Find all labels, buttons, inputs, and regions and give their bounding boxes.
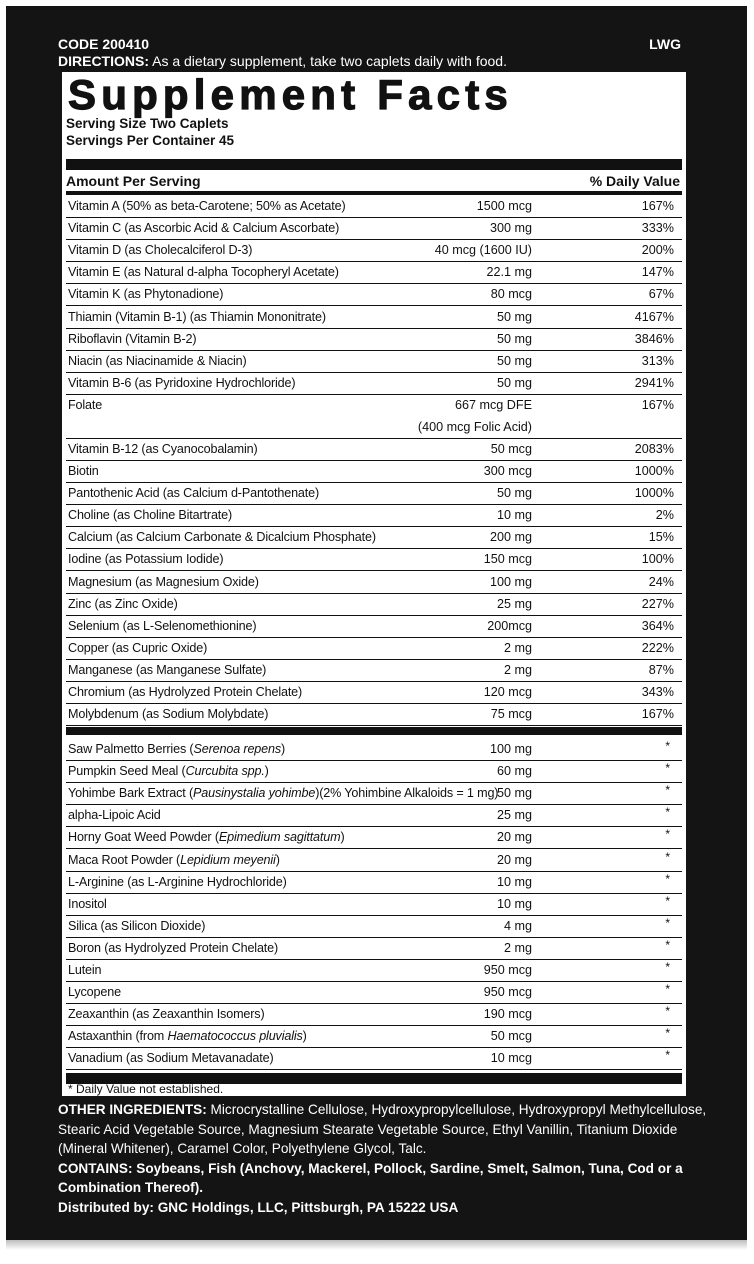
nutrient-name: Zinc (as Zinc Oxide) xyxy=(68,596,178,611)
lot-code: LWG xyxy=(649,36,681,52)
ingredient-amount: 4 mg xyxy=(504,918,532,933)
nutrient-daily-value: 1000% xyxy=(634,464,674,478)
nutrient-row xyxy=(66,395,682,439)
ingredient-daily-value: * xyxy=(665,982,670,997)
nutrient-name: Copper (as Cupric Oxide) xyxy=(68,640,208,655)
nutrient-daily-value: 167% xyxy=(641,199,674,213)
nutrient-row xyxy=(66,527,682,549)
ingredient-name-suffix: )(2% Yohimbine Alkaloids = 1 mg) xyxy=(315,786,499,801)
ingredient-daily-value: * xyxy=(665,915,670,930)
ingredient-row xyxy=(66,894,682,916)
nutrient-amount: 25 mg xyxy=(496,596,532,611)
nutrient-amount: 80 mcg xyxy=(490,287,532,302)
nutrient-row xyxy=(66,682,682,704)
nutrient-amount: 75 mcg xyxy=(490,707,532,722)
nutrient-daily-value: 87% xyxy=(648,662,674,677)
nutrient-name: Calcium (as Calcium Carbonate & Dicalcium Phosphate) xyxy=(68,530,376,545)
ingredient-daily-value: * xyxy=(665,960,670,974)
ingredient-name-text: Horny Goat Weed Powder ( xyxy=(68,830,219,845)
ingredient-daily-value: * xyxy=(665,783,670,798)
nutrient-row xyxy=(66,594,682,616)
daily-value-header: % Daily Value xyxy=(589,173,680,189)
ingredient-latin-name: Lepidium meyenii xyxy=(180,852,276,867)
nutrient-name: Manganese (as Manganese Sulfate) xyxy=(68,662,267,677)
ingredient-name xyxy=(68,805,161,826)
nutrient-name: Thiamin (Vitamin B-1) (as Thiamin Mononitrate) xyxy=(68,309,326,324)
nutrient-daily-value: 167% xyxy=(641,707,674,722)
ingredient-name-suffix: ) xyxy=(340,830,345,845)
ingredient-name xyxy=(68,894,107,915)
ingredient-amount: 10 mg xyxy=(496,874,532,889)
ingredient-amount: 10 mcg xyxy=(490,1051,532,1066)
contains-statement xyxy=(58,1159,708,1198)
nutrient-row xyxy=(66,461,682,483)
product-code: CODE 200410 xyxy=(58,36,150,52)
nutrient-row xyxy=(66,196,682,218)
ingredient-name xyxy=(68,872,287,893)
ingredient-row xyxy=(66,761,682,783)
ingredient-name-text: Maca Root Powder ( xyxy=(68,852,181,867)
nutrient-amount: 50 mg xyxy=(496,331,532,346)
nutrient-amount: 200mcg xyxy=(487,618,532,633)
nutrient-name: Vitamin E (as Natural d-alpha Tocopheryl Acetate) xyxy=(68,265,339,280)
nutrient-daily-value: 227% xyxy=(641,596,674,611)
nutrient-amount: 1500 mcg xyxy=(476,199,532,213)
distributor: Distributed by: GNC Holdings, LLC, Pittsburgh, PA 15222 USA xyxy=(58,1199,459,1215)
ingredient-daily-value: * xyxy=(665,937,670,952)
ingredient-latin-name: Curcubita spp. xyxy=(185,764,265,779)
ingredient-daily-value: * xyxy=(665,1026,670,1041)
ingredient-amount: 950 mcg xyxy=(483,963,532,977)
ingredient-daily-value: * xyxy=(665,739,670,753)
ingredient-name-text: Vanadium (as Sodium Metavanadate) xyxy=(68,1051,274,1066)
ingredient-amount: 100 mg xyxy=(489,742,532,756)
nutrient-daily-value: 2083% xyxy=(634,441,674,456)
nutrient-amount: 2 mg xyxy=(504,640,532,655)
nutrient-amount: 2 mg xyxy=(504,662,532,677)
nutrient-name: Pantothenic Acid (as Calcium d-Pantothenate) xyxy=(68,486,320,501)
thick-divider xyxy=(66,159,682,170)
nutrient-daily-value: 3846% xyxy=(634,331,674,346)
ingredients-block xyxy=(58,1100,708,1217)
nutrient-amount: 100 mg xyxy=(489,574,532,589)
ingredient-row xyxy=(66,739,682,761)
ingredient-daily-value: * xyxy=(665,871,670,886)
nutrient-name: Niacin (as Niacinamide & Niacin) xyxy=(68,353,247,368)
ingredient-name-text: alpha-Lipoic Acid xyxy=(68,808,161,823)
footnote: * Daily Value not established. xyxy=(68,1082,224,1096)
nutrient-row xyxy=(66,660,682,682)
ingredient-name xyxy=(68,916,205,937)
nutrient-row xyxy=(66,329,682,351)
nutrient-row xyxy=(66,505,682,527)
ingredient-daily-value: * xyxy=(665,1048,670,1063)
nutrient-name: Chromium (as Hydrolyzed Protein Chelate) xyxy=(68,685,303,699)
nutrient-amount: 50 mg xyxy=(496,353,532,368)
ingredient-row xyxy=(66,938,682,960)
nutrient-amount: 22.1 mg xyxy=(486,265,532,280)
nutrient-daily-value: 67% xyxy=(648,287,674,302)
nutrient-name: Vitamin B-6 (as Pyridoxine Hydrochloride) xyxy=(68,375,296,390)
directions-text: As a dietary supplement, take two caplets daily with food. xyxy=(149,53,507,69)
nutrient-amount: 667 mcg DFE xyxy=(455,397,532,412)
nutrient-row xyxy=(66,616,682,638)
ingredient-row xyxy=(66,960,682,982)
header-divider xyxy=(66,191,682,195)
nutrient-name: Vitamin C (as Ascorbic Acid & Calcium Ascorbate) xyxy=(68,221,340,236)
ingredient-name xyxy=(68,827,345,848)
nutrient-daily-value: 147% xyxy=(641,265,674,280)
nutrient-amount: 50 mg xyxy=(496,309,532,324)
nutrient-row xyxy=(66,351,682,373)
nutrient-daily-value: 4167% xyxy=(634,309,674,324)
ingredient-row xyxy=(66,1026,682,1048)
nutrient-name: Biotin xyxy=(68,464,99,478)
nutrient-amount: 40 mcg (1600 IU) xyxy=(434,243,532,258)
amount-header: Amount Per Serving xyxy=(66,173,201,189)
ingredient-amount: 190 mcg xyxy=(483,1007,532,1022)
ingredient-amount: 60 mg xyxy=(496,764,532,779)
other-ingredients-label: OTHER INGREDIENTS: xyxy=(58,1102,207,1117)
nutrient-amount: 300 mg xyxy=(489,221,532,236)
ingredient-amount: 950 mcg xyxy=(483,985,532,1000)
ingredient-name-suffix: ) xyxy=(302,1029,307,1044)
ingredient-amount: 20 mg xyxy=(496,830,532,845)
nutrient-name: Magnesium (as Magnesium Oxide) xyxy=(68,574,259,589)
nutrient-name: Molybdenum (as Sodium Molybdate) xyxy=(68,707,269,722)
nutrient-row xyxy=(66,240,682,262)
nutrient-name: Vitamin D (as Cholecalciferol D-3) xyxy=(68,243,253,258)
serving-size: Serving Size Two Caplets xyxy=(66,116,229,131)
ingredient-row xyxy=(66,827,682,849)
ingredient-name-text: Silica (as Silicon Dioxide) xyxy=(68,918,206,933)
panel-title: Supplement Facts xyxy=(68,71,513,118)
ingredient-name-text: L-Arginine (as L-Arginine Hydrochloride) xyxy=(68,874,287,889)
nutrient-name: Folate xyxy=(68,397,103,412)
nutrient-daily-value: 2% xyxy=(655,508,674,523)
other-ingredients-text: Microcrystalline Cellulose, Hydroxypropylcellulose, Hydroxypropyl Methylcellulose, Stearic Acid Vegetable Source, Magnesium Stearate Vegetable Source, Ethyl Vanillin, Titanium Dioxide (Mineral Whitener), Caramel Color, Polyethylene Glycol, Talc. xyxy=(58,1102,707,1156)
nutrient-row xyxy=(66,307,682,329)
nutrient-row xyxy=(66,549,682,571)
ingredient-name xyxy=(68,982,121,1003)
ingredient-latin-name: Pausinystalia yohimbe xyxy=(193,786,316,801)
ingredient-row xyxy=(66,872,682,894)
nutrient-amount: 50 mcg xyxy=(490,441,532,456)
ingredient-name-text: Lutein xyxy=(68,963,102,977)
nutrient-row xyxy=(66,638,682,660)
ingredient-daily-value: * xyxy=(665,849,670,864)
ingredient-amount: 2 mg xyxy=(504,940,532,955)
nutrient-amount: 150 mcg xyxy=(483,552,532,567)
nutrient-row xyxy=(66,483,682,505)
ingredient-daily-value: * xyxy=(665,893,670,908)
ingredient-row xyxy=(66,805,682,827)
ingredient-latin-name: Serenoa repens xyxy=(193,742,282,756)
nutrient-name: Vitamin K (as Phytonadione) xyxy=(68,287,224,302)
nutrient-daily-value: 24% xyxy=(648,574,674,589)
nutrient-daily-value: 2941% xyxy=(634,375,674,390)
nutrient-amount: 10 mg xyxy=(496,508,532,523)
ingredient-name xyxy=(68,850,280,871)
nutrient-row xyxy=(66,572,682,594)
ingredient-name-text: Zeaxanthin (as Zeaxanthin Isomers) xyxy=(68,1007,265,1022)
contains-text: Soybeans, Fish (Anchovy, Mackerel, Pollock, Sardine, Smelt, Salmon, Tuna, Cod or a Combination Thereof). xyxy=(58,1160,683,1195)
ingredient-row xyxy=(66,916,682,938)
ingredient-name-text: Saw Palmetto Berries ( xyxy=(68,742,194,756)
ingredient-name-suffix: ) xyxy=(281,742,286,756)
ingredient-amount: 10 mg xyxy=(496,896,532,911)
nutrient-name: Vitamin A (50% as beta-Carotene; 50% as Acetate) xyxy=(68,199,346,213)
nutrient-amount: 300 mcg xyxy=(483,464,532,478)
nutrient-daily-value: 222% xyxy=(641,640,674,655)
nutrient-name: Riboflavin (Vitamin B-2) xyxy=(68,331,197,346)
ingredient-name xyxy=(68,1026,307,1047)
ingredient-name xyxy=(68,1048,274,1069)
nutrient-name: Choline (as Choline Bitartrate) xyxy=(68,508,233,523)
supplement-facts-panel xyxy=(62,72,686,1096)
nutrient-daily-value: 313% xyxy=(641,353,674,368)
nutrient-name: Selenium (as L-Selenomethionine) xyxy=(68,618,257,633)
ingredient-name-suffix: ) xyxy=(275,852,280,867)
label-shadow xyxy=(6,1240,747,1250)
ingredient-amount: 50 mcg xyxy=(490,1029,532,1044)
nutrient-row xyxy=(66,284,682,306)
nutrient-row xyxy=(66,218,682,240)
nutrient-daily-value: 167% xyxy=(641,397,674,412)
ingredient-daily-value: * xyxy=(665,761,670,776)
ingredient-latin-name: Epimedium sagittatum xyxy=(218,830,341,845)
nutrient-daily-value: 200% xyxy=(641,243,674,258)
contains-label: CONTAINS: xyxy=(58,1160,133,1176)
nutrient-daily-value: 100% xyxy=(641,552,674,567)
ingredient-name-text: Astaxanthin (from xyxy=(68,1029,168,1044)
nutrient-daily-value: 15% xyxy=(648,530,674,545)
ingredient-daily-value: * xyxy=(665,827,670,842)
nutrient-row xyxy=(66,439,682,461)
nutrient-amount: 50 mg xyxy=(496,375,532,390)
ingredient-name-text: Inositol xyxy=(68,896,107,911)
nutrient-daily-value: 364% xyxy=(641,618,674,633)
ingredient-row xyxy=(66,783,682,805)
ingredient-daily-value: * xyxy=(665,805,670,820)
ingredient-amount: 25 mg xyxy=(496,808,532,823)
directions xyxy=(58,53,507,69)
nutrient-daily-value: 333% xyxy=(641,221,674,236)
ingredient-name xyxy=(68,938,278,959)
ingredient-name xyxy=(68,739,285,760)
nutrient-amount: 120 mcg xyxy=(483,685,532,699)
ingredient-name-text: Yohimbe Bark Extract ( xyxy=(68,786,194,801)
ingredient-name xyxy=(68,761,269,782)
ingredient-row xyxy=(66,982,682,1004)
nutrient-amount: 200 mg xyxy=(489,530,532,545)
ingredient-amount: 20 mg xyxy=(496,852,532,867)
section-divider xyxy=(66,727,682,735)
ingredient-name-text: Boron (as Hydrolyzed Protein Chelate) xyxy=(68,940,279,955)
nutrient-row xyxy=(66,704,682,726)
ingredient-name-suffix: ) xyxy=(264,764,269,779)
nutrient-name: Iodine (as Potassium Iodide) xyxy=(68,552,224,567)
ingredient-row xyxy=(66,1004,682,1026)
ingredient-latin-name: Haematococcus pluvialis xyxy=(167,1029,303,1044)
other-ingredients xyxy=(58,1100,708,1159)
nutrient-amount: 50 mg xyxy=(496,486,532,501)
ingredient-name xyxy=(68,1004,265,1025)
nutrient-daily-value: 1000% xyxy=(634,486,674,501)
servings-per-container: Servings Per Container 45 xyxy=(66,133,235,148)
nutrient-amount-detail: (400 mcg Folic Acid) xyxy=(417,419,532,434)
ingredient-name xyxy=(68,960,101,981)
ingredient-name xyxy=(68,783,498,804)
ingredient-name-text: Pumpkin Seed Meal ( xyxy=(68,764,186,779)
ingredient-row xyxy=(66,850,682,872)
nutrient-name: Vitamin B-12 (as Cyanocobalamin) xyxy=(68,441,258,456)
nutrient-row xyxy=(66,373,682,395)
supplement-label xyxy=(6,6,747,1240)
ingredient-amount: 50 mg xyxy=(496,786,532,801)
nutrient-row xyxy=(66,262,682,284)
ingredient-daily-value: * xyxy=(665,1004,670,1019)
ingredient-name-text: Lycopene xyxy=(68,985,121,1000)
nutrient-daily-value: 343% xyxy=(641,685,674,699)
directions-label: DIRECTIONS: xyxy=(58,53,149,69)
ingredient-row xyxy=(66,1048,682,1070)
